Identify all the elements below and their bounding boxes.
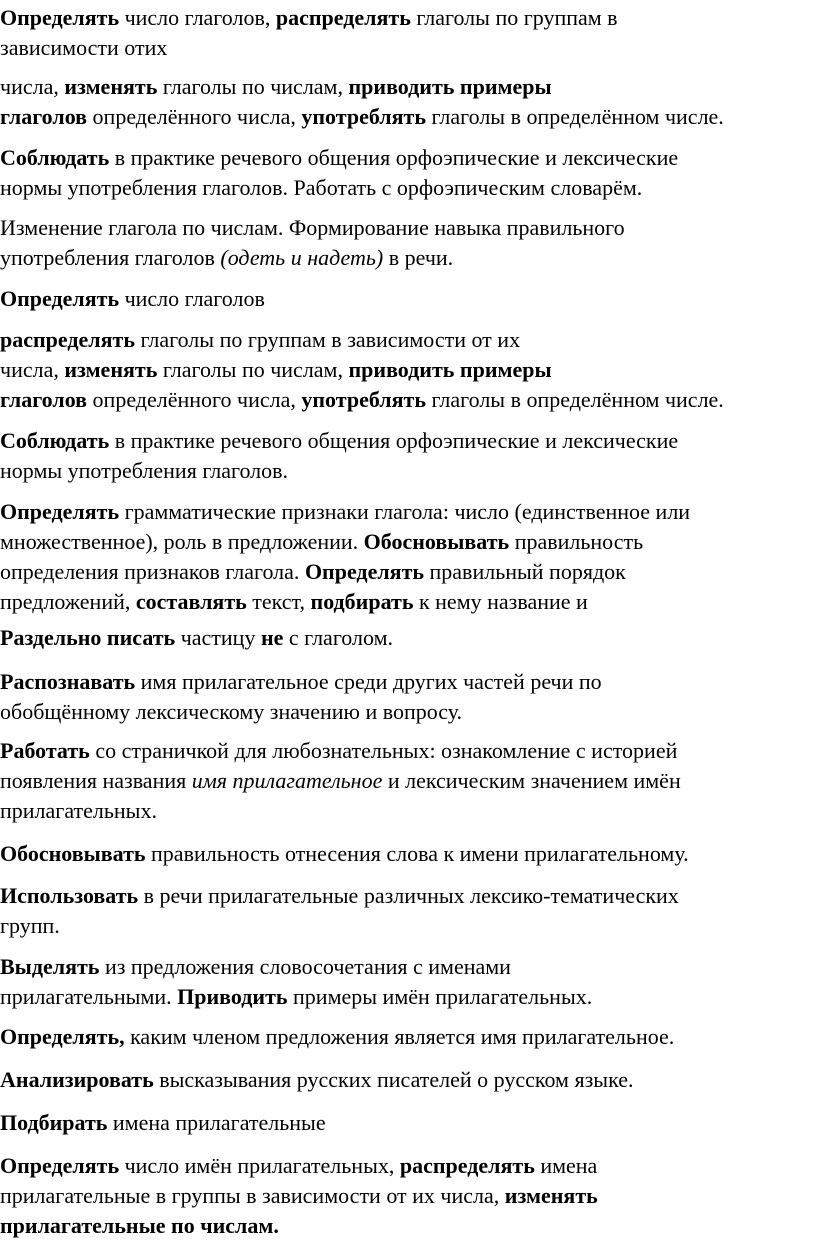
text-run: в речи прилагательные различных лексико-тематических xyxy=(138,883,679,908)
text-run: в практике речевого общения орфоэпические и лексические xyxy=(109,428,679,453)
text-run: из предложения словосочетания с именами xyxy=(99,954,511,979)
paragraph xyxy=(0,1108,816,1138)
bold-term: приводить примеры xyxy=(348,357,552,382)
text-run: нормы употребления глаголов. xyxy=(0,458,289,483)
text-line xyxy=(0,587,816,617)
bold-term: подбирать xyxy=(310,589,414,614)
text-line xyxy=(0,1151,816,1181)
text-run: числа, xyxy=(0,74,65,99)
text-run: обобщённому лексическому значению и вопросу. xyxy=(0,699,463,724)
text-run: грамматические признаки глагола: число (единственное или xyxy=(119,499,691,524)
text-line xyxy=(0,426,816,456)
text-line xyxy=(0,557,816,587)
paragraph xyxy=(0,497,816,617)
text-line xyxy=(0,736,816,766)
text-line xyxy=(0,982,816,1012)
text-run: и лексическим значением имён xyxy=(382,768,681,793)
text-run: частицу xyxy=(175,625,261,650)
paragraph xyxy=(0,426,816,486)
text-run: определения признаков глагола. xyxy=(0,559,305,584)
text-run: число имён прилагательных, xyxy=(119,1153,400,1178)
text-line xyxy=(0,952,816,982)
bold-term: глаголов xyxy=(0,387,88,412)
bold-term: Определять xyxy=(304,559,425,584)
text-run: числа, xyxy=(0,357,65,382)
bold-term: Определять, xyxy=(0,1024,125,1049)
text-run: высказывания русских писателей о русском языке. xyxy=(153,1067,634,1092)
text-line xyxy=(0,1022,816,1052)
paragraph xyxy=(0,325,816,415)
text-run: глаголы в определённом числе. xyxy=(425,104,724,129)
paragraph xyxy=(0,143,816,203)
paragraph xyxy=(0,881,816,941)
text-run: нормы употребления глаголов. Работать с орфоэпическим словарём. xyxy=(0,175,643,200)
text-run: глаголы в определённом числе. xyxy=(425,387,724,412)
bold-term: Выделять xyxy=(0,954,100,979)
bold-term: Обосновывать xyxy=(0,841,146,866)
paragraph xyxy=(0,736,816,826)
text-line xyxy=(0,355,816,385)
bold-term: Использовать xyxy=(0,883,139,908)
bold-term: распределять xyxy=(275,5,411,30)
text-run: примеры имён прилагательных. xyxy=(287,984,593,1009)
bold-term: Определять xyxy=(0,286,120,311)
paragraph xyxy=(0,839,816,869)
text-run: имена xyxy=(534,1153,598,1178)
bold-term: Приводить xyxy=(177,984,288,1009)
text-run: зависимости отих xyxy=(0,35,168,60)
text-run: глаголы по группам в зависимости от их xyxy=(134,327,521,352)
bold-term: глаголов xyxy=(0,104,88,129)
bold-term: употреблять xyxy=(301,387,426,412)
paragraph xyxy=(0,623,816,653)
text-line xyxy=(0,3,816,33)
text-line xyxy=(0,623,816,653)
bold-term: Раздельно писать xyxy=(0,625,176,650)
text-run: правильный порядок xyxy=(424,559,626,584)
bold-term: прилагательные по числам. xyxy=(0,1213,279,1238)
paragraph xyxy=(0,667,816,727)
bold-term: изменять xyxy=(64,74,158,99)
bold-term: приводить примеры xyxy=(348,74,552,99)
text-run: с глаголом. xyxy=(283,625,393,650)
paragraph xyxy=(0,213,816,273)
text-run: появления названия xyxy=(0,768,192,793)
bold-term: Соблюдать xyxy=(0,428,110,453)
text-run: прилагательных. xyxy=(0,798,157,823)
text-run: прилагательными. xyxy=(0,984,178,1009)
text-line xyxy=(0,697,816,727)
text-line xyxy=(0,102,816,132)
text-line xyxy=(0,33,816,63)
paragraph xyxy=(0,1022,816,1052)
bold-term: составлять xyxy=(135,589,247,614)
text-run: правильность отнесения слова к имени прилагательному. xyxy=(145,841,689,866)
text-line xyxy=(0,911,816,941)
bold-term: Определять xyxy=(0,499,120,524)
text-line xyxy=(0,284,816,314)
text-run: в практике речевого общения орфоэпические и лексические xyxy=(109,145,679,170)
text-run: предложений, xyxy=(0,589,136,614)
paragraph xyxy=(0,1151,816,1241)
bold-term: распределять xyxy=(399,1153,535,1178)
italic-example: (одеть и надеть) xyxy=(220,245,384,270)
text-line xyxy=(0,173,816,203)
text-line xyxy=(0,839,816,869)
text-line xyxy=(0,796,816,826)
text-line xyxy=(0,667,816,697)
text-line xyxy=(0,72,816,102)
bold-term: изменять xyxy=(64,357,158,382)
text-run: к нему название и xyxy=(413,589,588,614)
text-line xyxy=(0,1181,816,1211)
paragraph xyxy=(0,284,816,314)
bold-term: Распознавать xyxy=(0,669,136,694)
text-run: в речи. xyxy=(383,245,454,270)
text-run: прилагательные в группы в зависимости от их числа, xyxy=(0,1183,505,1208)
paragraph xyxy=(0,1065,816,1095)
bold-term: Работать xyxy=(0,738,90,763)
text-line xyxy=(0,1211,816,1241)
italic-term: имя прилагательное xyxy=(191,768,383,793)
paragraph xyxy=(0,3,816,63)
text-line xyxy=(0,527,816,557)
bold-term: Обосновывать xyxy=(363,529,510,554)
text-line xyxy=(0,325,816,355)
text-run: употребления глаголов xyxy=(0,245,221,270)
text-run: каким членом предложения является имя прилагательное. xyxy=(124,1024,675,1049)
text-run: глаголы по группам в xyxy=(410,5,618,30)
bold-term: употреблять xyxy=(301,104,426,129)
text-line xyxy=(0,243,816,273)
text-run: групп. xyxy=(0,913,60,938)
bold-term: Анализировать xyxy=(0,1067,154,1092)
bold-term: изменять xyxy=(504,1183,598,1208)
text-run: число глаголов xyxy=(119,286,265,311)
bold-term: Подбирать xyxy=(0,1110,108,1135)
text-run: определённого числа, xyxy=(87,387,302,412)
text-run: Изменение глагола по числам. Формирование навыка правильного xyxy=(0,215,625,240)
text-run: имя прилагательное среди других частей речи по xyxy=(135,669,602,694)
text-run: правильность xyxy=(509,529,644,554)
text-line xyxy=(0,881,816,911)
paragraph xyxy=(0,72,816,132)
paragraph xyxy=(0,952,816,1012)
text-run: имена прилагательные xyxy=(107,1110,326,1135)
text-line xyxy=(0,143,816,173)
text-line xyxy=(0,497,816,527)
text-line xyxy=(0,1108,816,1138)
text-run: множественное), роль в предложении. xyxy=(0,529,364,554)
text-run: со страничкой для любознательных: ознакомление с историей xyxy=(89,738,678,763)
bold-term: распределять xyxy=(0,327,135,352)
text-line xyxy=(0,1065,816,1095)
text-run: определённого числа, xyxy=(87,104,302,129)
text-line xyxy=(0,213,816,243)
bold-term: Определять xyxy=(0,5,120,30)
text-run: глаголы по числам, xyxy=(157,74,349,99)
bold-term: Определять xyxy=(0,1153,120,1178)
text-run: глаголы по числам, xyxy=(157,357,349,382)
text-line xyxy=(0,385,816,415)
text-line xyxy=(0,456,816,486)
text-run: число глаголов, xyxy=(119,5,276,30)
bold-term: Соблюдать xyxy=(0,145,110,170)
bold-term: не xyxy=(260,625,284,650)
text-run: текст, xyxy=(246,589,311,614)
text-line xyxy=(0,766,816,796)
